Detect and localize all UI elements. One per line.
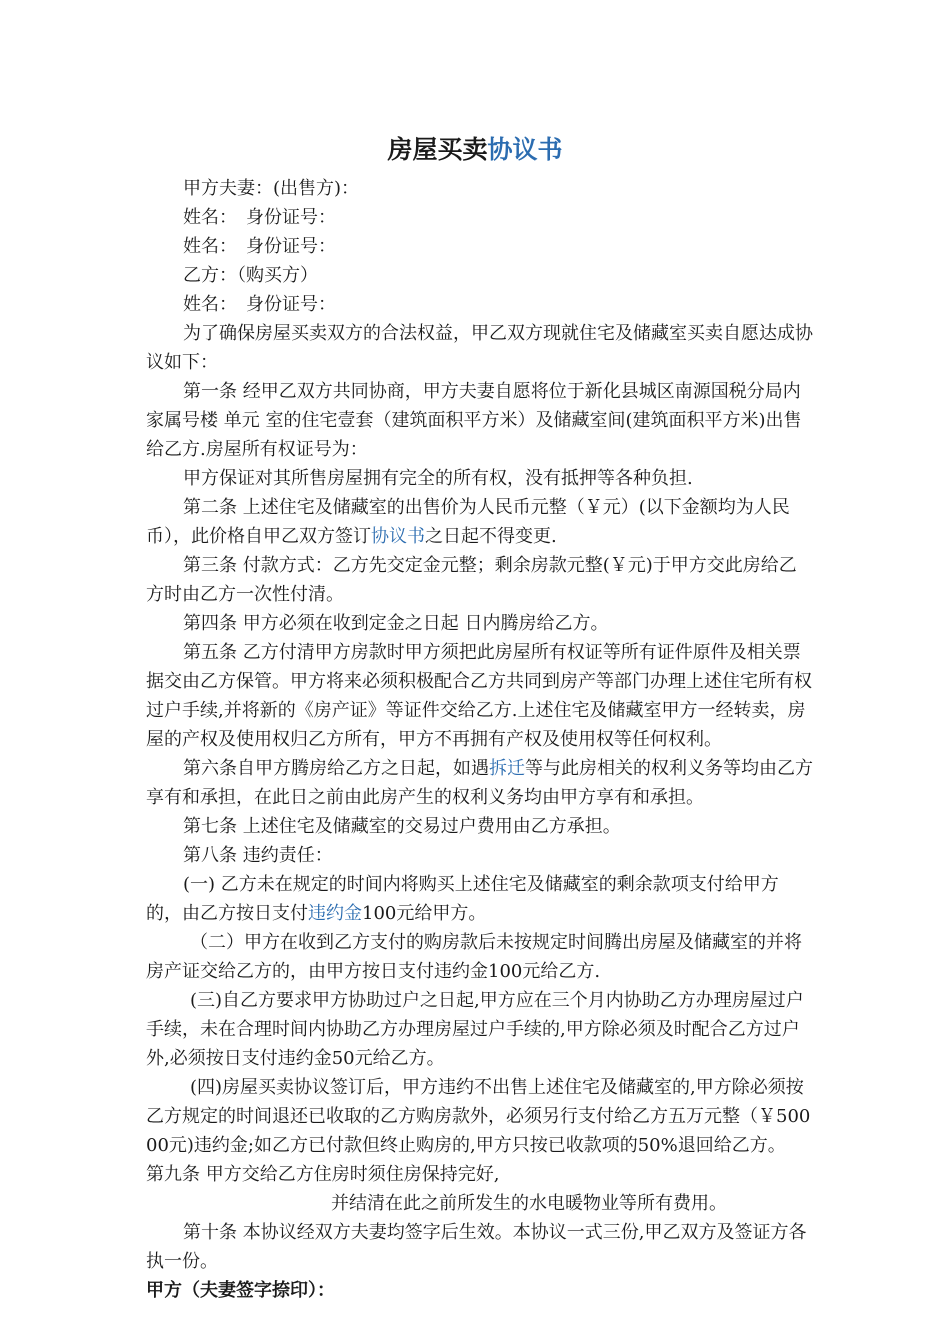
article-1-guarantee: 甲方保证对其所售房屋拥有完全的所有权，没有抵押等各种负担. — [183, 468, 693, 489]
article-8-clause-2: （二）甲方在收到乙方支付的购房款后未按规定时间腾出房屋及储藏室的并将房产证交给乙方的，由甲方按日支付违约金100元给乙方. — [146, 932, 802, 982]
intro-paragraph: 为了确保房屋买卖双方的合法权益，甲乙双方现就住宅及储藏室买卖自愿达成协议如下： — [146, 323, 813, 373]
article-6-text-end: 等与此房相关的权利义务等均由乙方享有和承担，在此日之前由此房产生的权利义务均由甲方享有和承担。 — [146, 758, 813, 808]
title-main: 房屋买卖 — [387, 135, 488, 164]
article-8: 第八条 违约责任： — [183, 845, 333, 866]
header-line: 乙方：（购买方） — [183, 265, 318, 286]
article-2 — [146, 493, 814, 551]
article-8-clause-4: (四)房屋买卖协议签订后，甲方违约不出售上述住宅及储藏室的,甲方除必须按乙方规定的时间退还已收取的乙方购房款外，必须另行支付给乙方五万元整（￥50000元)违约金;如乙方已付款但终止购房的,甲方只按已收款项的50%退回给乙方。 — [146, 1077, 811, 1156]
article-1: 第一条 经甲乙双方共同协商，甲方夫妻自愿将位于新化县城区南源国税分局内家属号楼 单元 室的住宅壹套（建筑面积平方米）及储藏室间(建筑面积平方米)出售给乙方.房屋所有权证号为： — [146, 381, 802, 460]
article-6-text: 第六条自甲方腾房给乙方之日起，如遇 — [183, 758, 489, 779]
article-6 — [146, 754, 814, 812]
header-line: 姓名： 身份证号： — [183, 294, 336, 315]
document-title — [0, 134, 950, 166]
article-7: 第七条 上述住宅及储藏室的交易过户费用由乙方承担。 — [183, 816, 621, 837]
clause-1-text-end: 100元给甲方。 — [362, 903, 487, 924]
article-5: 第五条 乙方付清甲方房款时甲方须把此房屋所有权证等所有证件原件及相关票据交由乙方保管。甲方将来必须积极配合乙方共同到房产等部门办理上述住宅所有权过户手续,并将新的《房产证》等证件交给乙方.上述住宅及储藏室甲方一经转卖，房屋的产权及使用权归乙方所有，甲方不再拥有产权及使用权等任何权利。 — [146, 642, 812, 750]
article-9: 第九条 甲方交给乙方住房时须住房保持完好, — [146, 1164, 500, 1185]
title-link[interactable]: 协议书 — [487, 135, 563, 164]
article-3: 第三条 付款方式：乙方先交定金元整；剩余房款元整(￥元)于甲方交此房给乙方时由乙方一次性付清。 — [146, 555, 797, 605]
document-body — [146, 174, 814, 1305]
header-line: 姓名： 身份证号： — [183, 207, 336, 228]
header-line: 甲方夫妻：(出售方)： — [183, 178, 360, 199]
article-4: 第四条 甲方必须在收到定金之日起 日内腾房给乙方。 — [183, 613, 609, 634]
article-8-clause-1 — [146, 870, 814, 928]
article-2-text-end: 之日起不得变更. — [425, 526, 557, 547]
signature-line: 甲方（夫妻签字捺印）： — [146, 1280, 335, 1301]
article-2-text: 第二条 上述住宅及储藏室的出售价为人民币元整（￥元）(以下金额均为人民币），此价格自甲乙双方签订 — [146, 497, 790, 547]
clause-1-text: (一) 乙方未在规定的时间内将购买上述住宅及储藏室的剩余款项支付给甲方的，由乙方按日支付 — [146, 874, 779, 924]
article-10: 第十条 本协议经双方夫妻均签字后生效。本协议一式三份,甲乙双方及签证方各执一份。 — [146, 1222, 807, 1272]
article-9-continued: 并结清在此之前所发生的水电暖物业等所有费用。 — [331, 1193, 727, 1214]
agreement-link[interactable]: 协议书 — [371, 526, 425, 547]
penalty-link[interactable]: 违约金 — [308, 903, 362, 924]
article-8-clause-3: (三)自乙方要求甲方协助过户之日起,甲方应在三个月内协助乙方办理房屋过户手续，未在合理时间内协助乙方办理房屋过户手续的,甲方除必须及时配合乙方过户外,必须按日支付违约金50元给乙方。 — [146, 990, 804, 1069]
header-line: 姓名： 身份证号： — [183, 236, 336, 257]
demolition-link[interactable]: 拆迁 — [489, 758, 525, 779]
